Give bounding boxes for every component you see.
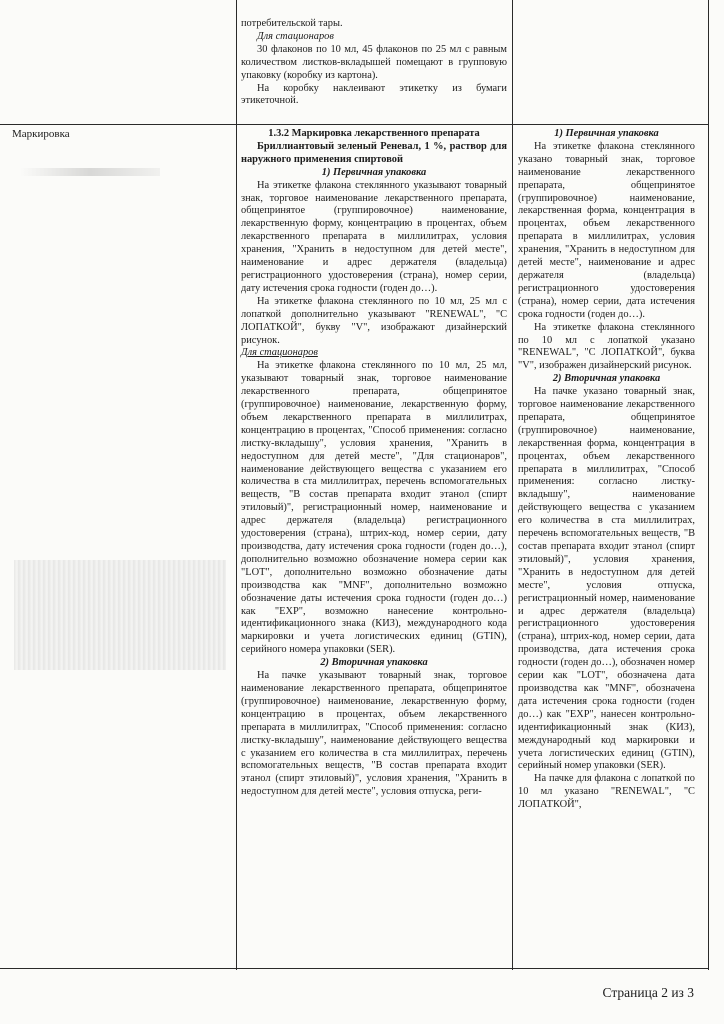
table-border-right-edge xyxy=(708,0,709,970)
right-primary-para-2: На этикетке флакона стеклянного по 10 мл с лопаткой указано "RENEWAL", "С ЛОПАТКОЙ", буква "V", изображен дизайнерский рисунок. xyxy=(518,321,695,372)
page-number: Страница 2 из 3 xyxy=(602,985,694,1000)
table-row-divider xyxy=(0,124,708,125)
row-label-marking: Маркировка xyxy=(12,128,70,140)
right-last-para: На пачке для флакона с лопаткой по 10 мл указано "RENEWAL", "С ЛОПАТКОЙ", xyxy=(518,773,695,811)
right-secondary-para: На пачке указано товарный знак, торговое наименование лекарственного препарата, общепринятое (группировочное) наименование, лекарственная форма, концентрация в процентах, объем лекарственного препарата в миллилитрах, "Способ применения: согласно листку-вкладышу", наименование действующего вещества с указанием его количества в ста миллилитрах, перечень вспомогательных веществ, "В состав препарата входит этанол (спирт этиловый)", условия хранения, "Хранить в недоступном для детей месте", условия отпуска, регистрационный номер, наименование и адрес держателя (владельца) регистрационного удостоверения (страна), штрих-код, номер серии, дата производства, дата истечения срока годности (годен до…), обозначен номер серии как "LOT", обозначена дата производства как "MNF", обозначена дата истечения срока годности (годен до…) как "EXP", нанесен контрольно-идентификационный знак (КИЗ), международный код маркировки и учета логистических единиц (GTIN), серийный номер упаковки (SER). xyxy=(518,386,695,772)
packaging-continuation xyxy=(241,18,507,108)
primary-para-2: На этикетке флакона стеклянного по 10 мл, 25 мл с лопаткой дополнительно указывают "RENEWAL", "С ЛОПАТКОЙ", букву "V", изображают дизайнерский рисунок. xyxy=(241,295,507,346)
primary-para-1: На этикетке флакона стеклянного указывают товарный знак, торговое наименование лекарственного препарата, общепринятое (группировочное) наименование, лекарственную форму, концентрацию в процентах, объем лекарственного препарата в миллилитрах, условия хранения, "Хранить в недоступном для детей месте", наименование и адрес держателя (владельца) регистрационного удостоверения (страна), номер серии, дату истечения срока годности (годен до…). xyxy=(241,179,507,294)
scan-smudge xyxy=(20,168,160,176)
table-border-left-col xyxy=(236,0,237,970)
packaging-para: 30 флаконов по 10 мл, 45 флаконов по 25 мл с равным количеством листков-вкладышей помещают в групповую упаковку (коробку из картона). xyxy=(241,43,507,81)
right-primary-heading: 1) Первичная упаковка xyxy=(554,128,659,139)
stationary-para: На этикетке флакона стеклянного по 10 мл, 25 мл, указывают товарный знак, торговое наименование лекарственного препарата, общепринятое (группировочное) наименование, лекарственную форму, объем лекарственного препарата в миллилитрах, концентрацию в процентах, "Способ применения: согласно листку-вкладышу", условия хранения, "Хранить в недоступном для детей месте", "Для стационаров", наименование действующего вещества с указанием его количества в ста миллилитрах, перечень вспомогательных веществ, "В состав препарата входит этанол (спирт этиловый)", регистрационный номер, наименование и адрес держателя (владельца) регистрационного удостоверения (страна), штрих-код, номер серии, дату производства, дату истечения срока годности (годен до…), дополнительно возможно обозначение номера серии как "LOT", дополнительно возможно обозначение даты производства как "MNF", дополнительно возможно обозначение даты истечения срока годности (годен до…) как "EXP", возможно нанесение контрольно-идентификационного знака (КИЗ), международного кода маркировки и учета логистических единиц (GTIN), серийного номера упаковки (SER). xyxy=(241,360,507,656)
marking-proposed-text xyxy=(241,128,507,799)
secondary-heading: 2) Вторичная упаковка xyxy=(320,657,428,669)
top-line: потребительской тары. xyxy=(241,18,343,29)
scan-ghost-area xyxy=(14,560,226,670)
drug-name: Бриллиантовый зеленый Реневал, 1 %, раствор для наружного применения спиртовой xyxy=(241,140,507,165)
table-bottom-border xyxy=(0,968,708,969)
table-border-mid-col xyxy=(512,0,513,970)
right-primary-para-1: На этикетке флакона стеклянного указано товарный знак, торговое наименование лекарственного препарата, общепринятое (группировочное) наименование, лекарственная форма, концентрация в процентах, объем лекарственного препарата в миллилитрах, условия хранения, "Хранить в недоступном для детей месте", наименование и адрес держателя (владельца) регистрационного удостоверения (страна), номер серии, дата истечения срока годности (годен до…). xyxy=(518,140,695,320)
right-secondary-heading: 2) Вторичная упаковка xyxy=(552,373,661,385)
secondary-para: На пачке указывают товарный знак, торговое наименование лекарственного препарата, общепринятое (группировочное) наименование, лекарственную форму, концентрацию в процентах, объем лекарственного препарата в миллилитрах, "Способ применения: согласно листку-вкладышу", наименование действующего вещества с указанием его количества в ста миллилитрах, перечень вспомогательных веществ, "В состав препарата входит этанол (спирт этиловый)", условия хранения, "Хранить в недоступном для детей месте", условия отпуска, реги- xyxy=(241,670,507,798)
marking-current-text xyxy=(518,128,695,812)
stationary-heading: Для стационаров xyxy=(257,30,334,42)
stationary-subheading: Для стационаров xyxy=(241,347,318,359)
section-title: 1.3.2 Маркировка лекарственного препарата xyxy=(268,128,480,139)
label-para: На коробку наклеивают этикетку из бумаги этикеточной. xyxy=(241,82,507,107)
primary-heading: 1) Первичная упаковка xyxy=(321,166,427,178)
